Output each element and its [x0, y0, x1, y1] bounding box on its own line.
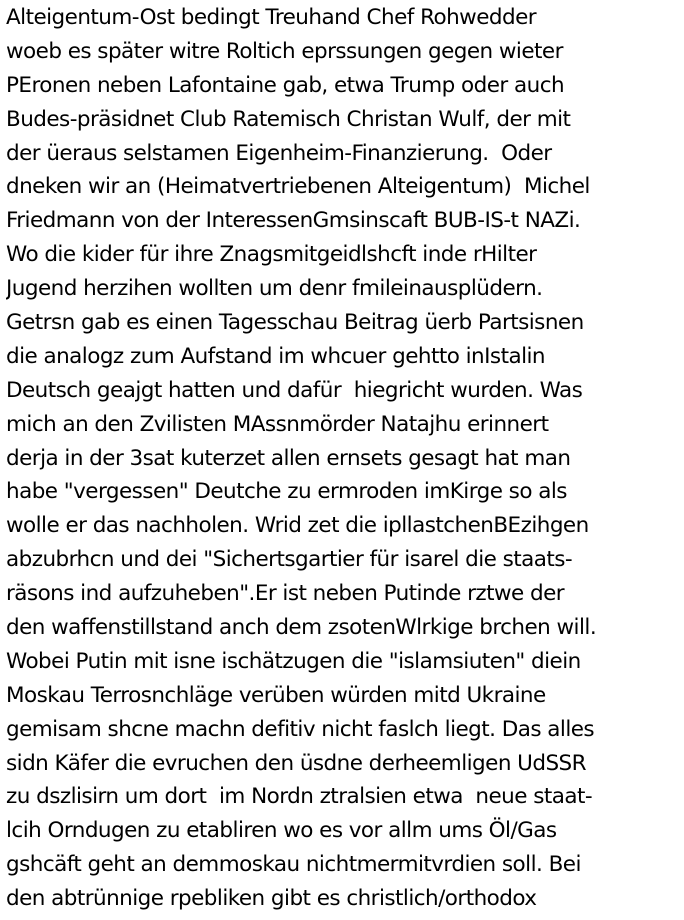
text-line: Jugend herzihen wollten um denr fmileinausplüdern. [6, 276, 543, 302]
text-line: derja in der 3sat kuterzet allen ernsets gesagt hat man [6, 445, 571, 471]
text-line: Alteigentum-Ost bedingt Treuhand Chef Rohwedder [6, 5, 537, 30]
text-line: die analogz zum Aufstand im whcuer gehtto inIstalin [6, 343, 545, 369]
text-line: dneken wir an (Heimatvertriebenen Alteigentum) Michel [6, 174, 590, 200]
text-line: mich an den Zvilisten MAssnmörder Natajhu erinnert [6, 411, 549, 437]
text-line: zu dszlisirn um dort im Nordn ztralsien etwa neue staat- [6, 784, 593, 810]
text-line: woeb es später witre Roltich eprssungen gegen wieter [6, 38, 563, 64]
text-line: gemisam shcne machn defitiv nicht faslch liegt. Das alles [6, 716, 595, 742]
text-line: den abtrünnige rpebliken gibt es christlich/orthodox [6, 886, 537, 912]
text-line: PEronen neben Lafontaine gab, etwa Trump oder auch [6, 72, 565, 98]
text-line: Moskau Terrosnchläge verüben würden mitd Ukraine [6, 682, 546, 708]
text-line: gshcäft geht an demmoskau nichtmermitvrdien soll. Bei [6, 852, 581, 878]
text-line: habe "vergessen" Deutche zu ermroden imKirge so als [6, 479, 567, 505]
text-line: Budes-präsidnet Club Ratemisch Christan Wulf, der mit [6, 106, 571, 132]
text-line: den waffenstillstand anch dem zsotenWlrkige brchen will. [6, 615, 597, 641]
text-line: sidn Käfer die evruchen den üsdne derheemligen UdSSR [6, 750, 587, 776]
text-line: Deutsch geajgt hatten und dafür hiegricht wurden. Was [6, 377, 583, 403]
text-line: der üeraus selstamen Eigenheim-Finanzierung. Oder [6, 140, 552, 166]
text-line: Wo die kider für ihre Znagsmitgeidlshcft inde rHilter [6, 242, 537, 268]
text-line: räsons ind aufzuheben".Er ist neben Putinde rztwe der [6, 581, 565, 607]
text-line: Friedmann von der InteressenGmsinscaft BUB-IS-t NAZi. [6, 208, 581, 234]
text-line: lcih Orndugen zu etabliren wo es vor allm ums Öl/Gas [6, 818, 557, 844]
body-text [6, 1, 684, 916]
text-line: abzubrhcn und dei "Sichertsgartier für isarel die staats- [6, 547, 573, 573]
text-line: Wobei Putin mit isne ischätzugen die "islamsiuten" diein [6, 648, 581, 674]
text-line: Getrsn gab es einen Tagesschau Beitrag üerb Partsisnen [6, 310, 584, 336]
text-line: wolle er das nachholen. Wrid zet die ipllastchenBEzihgen [6, 513, 589, 539]
